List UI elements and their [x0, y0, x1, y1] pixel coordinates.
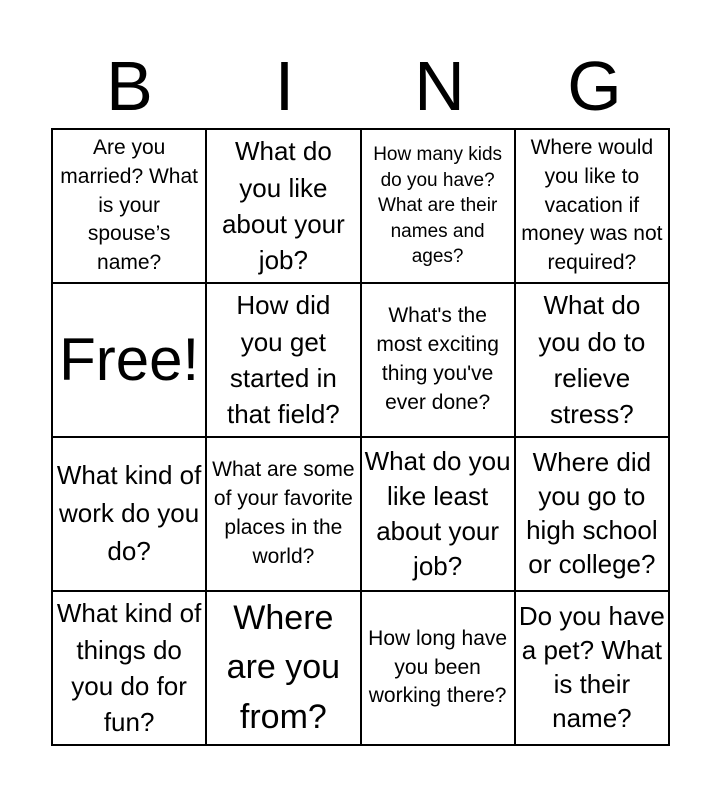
bingo-cell[interactable] [53, 438, 207, 592]
cell-text: What do you like least about your job? [364, 446, 511, 581]
cell-text: Do you have a pet? What is their name? [518, 601, 665, 733]
bingo-cell[interactable] [207, 284, 361, 438]
bingo-cell[interactable] [516, 284, 670, 438]
cell-text: How did you get started in that field? [227, 290, 340, 430]
bingo-cell[interactable] [362, 284, 516, 438]
header-letter-g: G [567, 47, 622, 125]
bingo-cell[interactable] [362, 130, 516, 284]
bingo-cell[interactable] [362, 592, 516, 746]
bingo-cell[interactable] [516, 592, 670, 746]
cell-text: What do you do to relieve stress? [538, 290, 646, 430]
cell-text: What kind of things do you do for fun? [56, 598, 202, 738]
bingo-cell[interactable] [53, 130, 207, 284]
bingo-cell[interactable] [516, 438, 670, 592]
bingo-cell[interactable] [362, 438, 516, 592]
cell-text: What are some of your favorite places in the world? [212, 458, 355, 568]
bingo-free-cell[interactable] [53, 284, 207, 438]
cell-text: What kind of work do you do? [56, 460, 202, 566]
bingo-cell[interactable] [207, 438, 361, 592]
cell-text: Free! [59, 326, 200, 393]
cell-text: What's the most exciting thing you've ever done? [376, 304, 499, 414]
bingo-cell[interactable] [53, 592, 207, 746]
header-letter-i: I [274, 47, 295, 125]
cell-text: Where are you from? [226, 599, 341, 736]
header-letter-n: N [414, 47, 465, 125]
bingo-cell[interactable] [516, 130, 670, 284]
cell-text: Are you married? What is your spouse’s name? [60, 135, 198, 275]
cell-text: Where would you like to vacation if money was not required? [521, 135, 663, 275]
cell-text: What do you like about your job? [221, 136, 345, 276]
bingo-cell[interactable] [207, 130, 361, 284]
bingo-card-grid [51, 128, 670, 746]
bingo-cell[interactable] [207, 592, 361, 746]
bingo-header [52, 44, 672, 128]
cell-text: Where did you go to high school or college? [526, 447, 658, 579]
cell-text: How many kids do you have? What are their names and ages? [373, 144, 503, 268]
cell-text: How long have you been working there? [368, 626, 508, 708]
header-letter-b: B [106, 47, 153, 125]
